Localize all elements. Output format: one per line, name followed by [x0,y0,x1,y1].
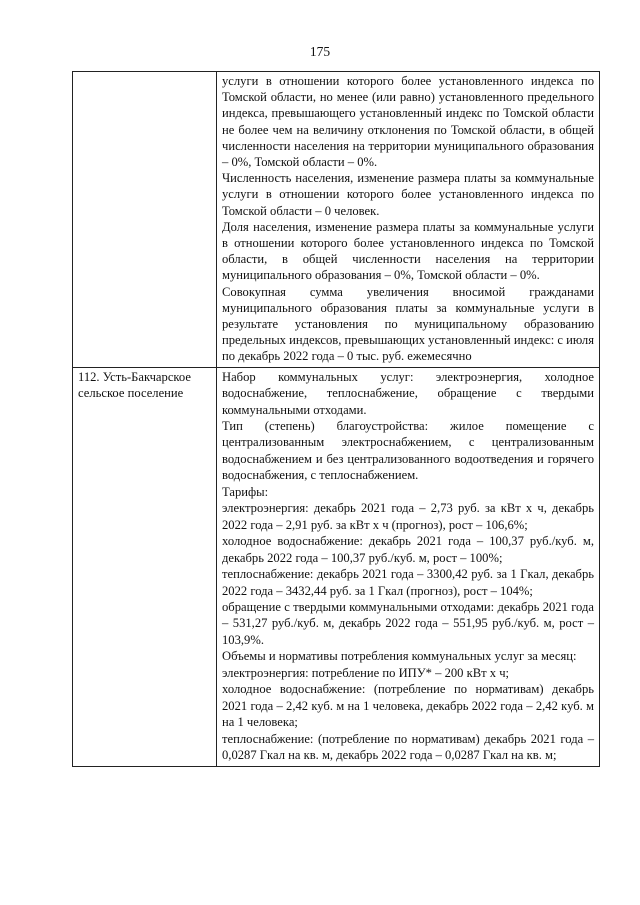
paragraph: Тип (степень) благоустройства: жилое помещение с централизованным электроснабжением, с централизованным водоснабжением и без централизованного водоотведения и горячего водоснабжения, с теплоснабжением. [222,419,594,483]
table-row [73,72,600,368]
paragraph: электроэнергия: декабрь 2021 года – 2,73 руб. за кВт х ч, декабрь 2022 года – 2,91 руб. за кВт х ч (прогноз), рост – 106,6%; [222,501,594,532]
table-row [73,367,600,766]
paragraph: Тарифы: [222,484,269,499]
tariff-table [72,71,600,767]
paragraph: Численность населения, изменение размера платы за коммунальные услуги в отношении которого более установленного индекса по Томской области – 0 человек. [222,171,594,218]
paragraph: услуги в отношении которого более установленного индекса по Томской области, но менее (или равно) установленного предельного индекса, превышающего установленный индекс по Томской области не более чем на величину отклонения по Томской области, в общей численности населения на территории муниципального образования – 0%, Томской области – 0%. [222,74,594,170]
details-cell [217,72,600,368]
paragraph: обращение с твердыми коммунальными отходами: декабрь 2021 года – 531,27 руб./куб. м, декабрь 2022 года – 551,95 руб./куб. м, рост – 103,9%. [222,600,594,647]
paragraph: Объемы и нормативы потребления коммунальных услуг за месяц: [222,649,577,664]
details-cell [217,367,600,766]
paragraph: Набор коммунальных услуг: электроэнергия, холодное водоснабжение, теплоснабжение, обращение с твердыми коммунальными отходами. [222,369,594,417]
paragraph: электроэнергия: потребление по ИПУ* – 200 кВт х ч; [222,665,510,680]
paragraph: теплоснабжение: (потребление по нормативам) декабрь 2021 года – 0,0287 Гкал на кв. м, декабрь 2022 года – 0,0287 Гкал на кв. м; [222,731,594,763]
paragraph: Совокупная сумма увеличения вносимой гражданами муниципального образования платы за коммунальные услуги в результате установления по муниципальному образованию предельных индексов, превышающих установленный индекс: с июля по декабрь 2022 года – 0 тыс. руб. ежемесячно [222,284,594,364]
paragraph: теплоснабжение: декабрь 2021 года – 3300,42 руб. за 1 Гкал, декабрь 2022 года – 3432,44 руб. за 1 Гкал (прогноз), рост – 104%; [222,567,594,598]
settlement-cell [73,72,217,368]
paragraph: холодное водоснабжение: (потребление по нормативам) декабрь 2021 года – 2,42 куб. м на 1 человека, декабрь 2022 года – 2,42 куб. м на 1 человека; [222,682,594,730]
paragraph: холодное водоснабжение: декабрь 2021 года – 100,37 руб./куб. м, декабрь 2022 года – 100,37 руб./куб. м, рост – 100%; [222,534,594,565]
settlement-cell: 112. Усть-Бакчарское сельское поселение [73,367,217,766]
paragraph: Доля населения, изменение размера платы за коммунальные услуги в отношении которого более установленного индекса по Томской области, в общей численности населения на территории муниципального образования – 0%, Томской области – 0%. [222,219,594,283]
page-number: 175 [309,44,331,59]
